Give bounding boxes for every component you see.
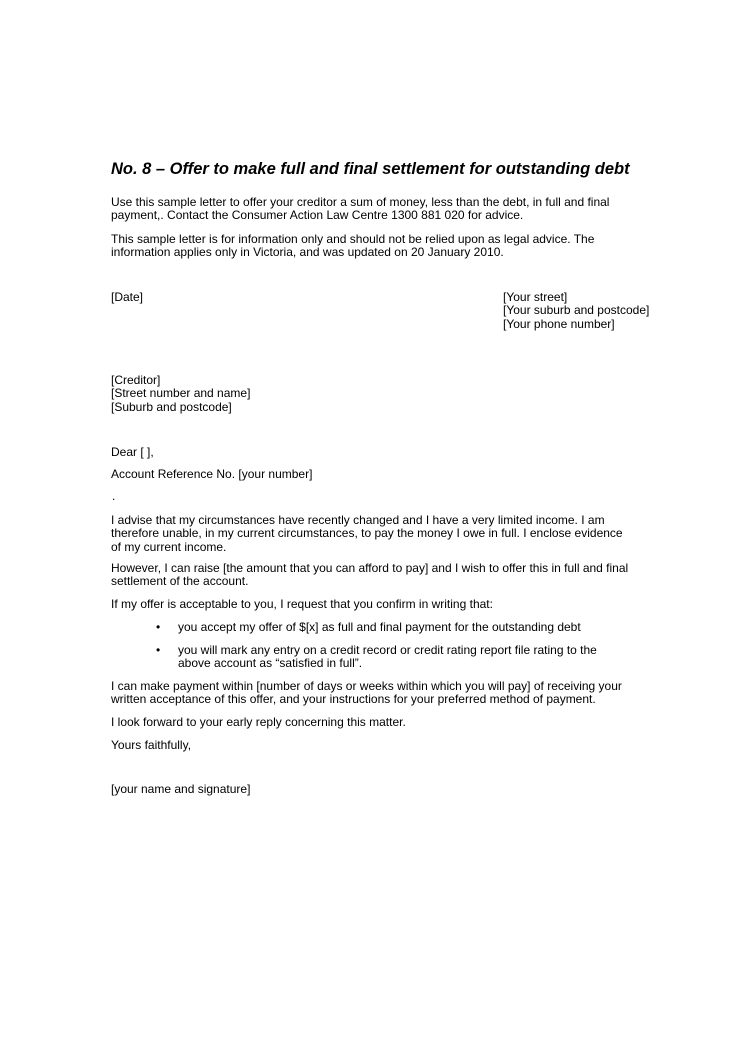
- sender-street: [Your street]: [503, 290, 568, 304]
- body-paragraph-reply: I look forward to your early reply concerning this matter.: [111, 715, 406, 729]
- signature-placeholder: [your name and signature]: [111, 782, 251, 796]
- body-paragraph-payment: I can make payment within [number of days or weeks within which you will pay] of receiving your written acceptance of this offer, and your instructions for your preferred method of payment.: [111, 679, 622, 707]
- recipient-creditor: [Creditor]: [111, 373, 161, 387]
- document-title: No. 8 – Offer to make full and final settlement for outstanding debt: [111, 160, 630, 178]
- body-paragraph-request: If my offer is acceptable to you, I request that you confirm in writing that:: [111, 597, 493, 611]
- bullet-text: you will mark any entry on a credit record or credit rating report file rating to the above account as “satisfied in full”.: [178, 643, 597, 671]
- account-reference: Account Reference No. [your number]: [111, 467, 313, 481]
- sender-suburb: [Your suburb and postcode]: [503, 303, 650, 318]
- body-paragraph-offer: However, I can raise [the amount that you can afford to pay] and I wish to offer this in full and final settlement of the account.: [111, 561, 629, 589]
- date-placeholder: [Date]: [111, 290, 144, 304]
- stray-dot: .: [112, 489, 116, 503]
- bullet-icon: •: [156, 620, 161, 634]
- salutation: Dear [ ],: [111, 445, 154, 459]
- bullet-icon: •: [156, 643, 161, 657]
- intro-paragraph-disclaimer: This sample letter is for information only and should not be relied upon as legal advice. The information applies only in Victoria, and was updated on 20 January 2010.: [111, 232, 595, 260]
- sender-phone: [Your phone number]: [503, 316, 615, 331]
- intro-paragraph-advice: Use this sample letter to offer your creditor a sum of money, less than the debt, in full and final payment,. Contact the Consumer Action Law Centre 1300 881 020 for advice.: [111, 195, 610, 223]
- recipient-suburb: [Suburb and postcode]: [111, 399, 232, 414]
- recipient-street: [Street number and name]: [111, 386, 251, 401]
- bullet-text: you accept my offer of $[x] as full and final payment for the outstanding debt: [178, 620, 581, 634]
- body-paragraph-circumstances: I advise that my circumstances have recently changed and I have a very limited income. I am therefore unable, in my current circumstances, to pay the money I owe in full. I enclose evidence of my current income.: [111, 513, 623, 554]
- recipient-address: [111, 374, 250, 414]
- sender-address: [503, 291, 649, 331]
- closing: Yours faithfully,: [111, 738, 192, 752]
